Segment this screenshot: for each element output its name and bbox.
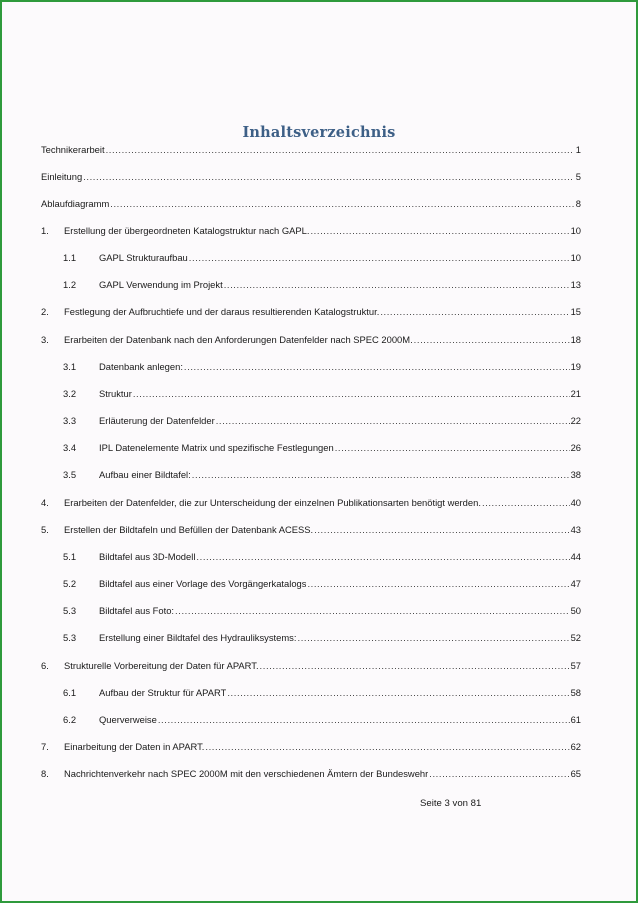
toc-leader-dots — [192, 469, 570, 481]
toc-entry-page: 40 — [570, 497, 581, 508]
toc-entry-page: 50 — [570, 605, 581, 616]
toc-entry-title: Datenbank anlegen: — [99, 361, 183, 372]
toc-leader-dots — [216, 415, 570, 427]
toc-entry-title: Einleitung — [41, 171, 83, 182]
toc-leader-dots — [335, 442, 570, 454]
toc-entry[interactable] — [41, 495, 581, 509]
toc-entry-title: Ablaufdiagramm — [41, 198, 110, 209]
toc-entry-title: Nachrichtenverkehr nach SPEC 2000M mit den verschiedenen Ämtern der Bundeswehr — [64, 768, 429, 779]
toc-entry-number: 5.3 — [63, 605, 77, 616]
toc-entry-title: Erstellung der übergeordneten Katalogstruktur nach GAPL. — [64, 225, 310, 236]
page-title: Inhaltsverzeichnis — [242, 124, 396, 141]
toc-entry-number: 3.3 — [63, 415, 77, 426]
toc-entry-title: Festlegung der Aufbruchtiefe und der daraus resultierenden Katalogstruktur. — [64, 306, 380, 317]
toc-entry[interactable] — [41, 739, 581, 753]
toc-entry-page: 15 — [570, 306, 581, 317]
toc-entry-page: 13 — [570, 279, 581, 290]
toc-entry-number: 5.3 — [63, 632, 77, 643]
toc-entry-title: Erläuterung der Datenfelder — [99, 415, 215, 426]
toc-entry-number: 6.2 — [63, 714, 77, 725]
toc-leader-dots — [307, 578, 569, 590]
toc-leader-dots — [106, 144, 574, 156]
toc-entry-number: 5.1 — [63, 551, 77, 562]
toc-entry[interactable] — [41, 277, 581, 291]
toc-leader-dots — [482, 497, 570, 509]
toc-entry-page: 44 — [570, 551, 581, 562]
toc-leader-dots — [414, 334, 570, 346]
toc-entry-page: 43 — [570, 524, 581, 535]
toc-entry-title: GAPL Verwendung im Projekt — [99, 279, 223, 290]
toc-entry-page: 61 — [570, 714, 581, 725]
toc-entry-number: 5. — [41, 524, 49, 535]
toc-entry-number: 2. — [41, 306, 49, 317]
toc-entry-title: Strukturelle Vorbereitung der Daten für APART. — [64, 660, 259, 671]
toc-entry-page: 10 — [570, 225, 581, 236]
toc-leader-dots — [196, 551, 569, 563]
toc-entry-page: 5 — [575, 171, 581, 182]
toc-entry[interactable] — [41, 413, 581, 427]
toc-entry-number: 8. — [41, 768, 49, 779]
toc-entry[interactable] — [41, 603, 581, 617]
toc-entry[interactable] — [41, 576, 581, 590]
toc-entry[interactable] — [41, 630, 581, 644]
toc-entry-title: Erstellen der Bildtafeln und Befüllen der Datenbank ACESS. — [64, 524, 314, 535]
toc-leader-dots — [133, 388, 570, 400]
toc-leader-dots — [184, 361, 570, 373]
toc-entry-title: Struktur — [99, 388, 132, 399]
toc-entry-page: 22 — [570, 415, 581, 426]
toc-entry[interactable] — [41, 658, 581, 672]
toc-leader-dots — [310, 225, 569, 237]
toc-entry-title: Querverweise — [99, 714, 157, 725]
toc-entry-title: Technikerarbeit — [41, 144, 105, 155]
toc-leader-dots — [380, 306, 569, 318]
toc-entry-number: 4. — [41, 497, 49, 508]
toc-entry[interactable] — [41, 386, 581, 400]
toc-entry-page: 21 — [570, 388, 581, 399]
toc-entry[interactable] — [41, 304, 581, 318]
toc-entry-number: 1. — [41, 225, 49, 236]
toc-entry[interactable] — [41, 685, 581, 699]
toc-leader-dots — [429, 768, 569, 780]
toc-entry-number: 3.5 — [63, 469, 77, 480]
toc-entry-page: 58 — [570, 687, 581, 698]
toc-entry[interactable] — [41, 522, 581, 536]
toc-leader-dots — [205, 741, 569, 753]
toc-entry[interactable] — [41, 332, 581, 346]
toc-entry-number: 7. — [41, 741, 49, 752]
toc-entry-title: Bildtafel aus 3D-Modell — [99, 551, 196, 562]
toc-entry-number: 1.2 — [63, 279, 77, 290]
toc-leader-dots — [260, 660, 570, 672]
toc-entry-page: 19 — [570, 361, 581, 372]
toc-entry-title: IPL Datenelemente Matrix und spezifische Festlegungen — [99, 442, 334, 453]
toc-entry[interactable] — [41, 467, 581, 481]
toc-entry-number: 5.2 — [63, 578, 77, 589]
toc-entry-number: 3.2 — [63, 388, 77, 399]
toc-entry-page: 18 — [570, 334, 581, 345]
page-number-footer: Seite 3 von 81 — [420, 798, 482, 809]
toc-entry[interactable] — [41, 223, 581, 237]
toc-entry-page: 26 — [570, 442, 581, 453]
toc-entry[interactable] — [41, 359, 581, 373]
toc-entry-page: 47 — [570, 578, 581, 589]
toc-entry-number: 3.4 — [63, 442, 77, 453]
toc-entry-title: Bildtafel aus einer Vorlage des Vorgängerkatalogs — [99, 578, 307, 589]
toc-entry-page: 8 — [575, 198, 581, 209]
toc-entry[interactable] — [41, 549, 581, 563]
toc-leader-dots — [297, 632, 569, 644]
toc-entry-title: Aufbau einer Bildtafel: — [99, 469, 191, 480]
toc-entry-title: Aufbau der Struktur für APART — [99, 687, 227, 698]
toc-entry-page: 57 — [570, 660, 581, 671]
toc-leader-dots — [224, 279, 570, 291]
toc-entry-number: 3.1 — [63, 361, 77, 372]
toc-entry-title: Bildtafel aus Foto: — [99, 605, 175, 616]
toc-entry-page: 38 — [570, 469, 581, 480]
toc-entry-title: GAPL Strukturaufbau — [99, 252, 188, 263]
toc-leader-dots — [158, 714, 570, 726]
toc-entry-number: 6.1 — [63, 687, 77, 698]
toc-entry[interactable] — [41, 169, 581, 183]
toc-entry[interactable] — [41, 440, 581, 454]
toc-entry-title: Einarbeitung der Daten in APART. — [64, 741, 205, 752]
toc-entry-title: Erstellung einer Bildtafel des Hydrauliksystems: — [99, 632, 297, 643]
toc-entry-title: Erarbeiten der Datenfelder, die zur Unterscheidung der einzelnen Publikationsarten benötigt werden. — [64, 497, 481, 508]
toc-leader-dots — [83, 171, 574, 183]
toc-leader-dots — [314, 524, 569, 536]
toc-entry[interactable] — [41, 766, 581, 780]
toc-leader-dots — [175, 605, 570, 617]
toc-entry-number: 3. — [41, 334, 49, 345]
toc-entry-number: 1.1 — [63, 252, 77, 263]
toc-leader-dots — [189, 252, 570, 264]
toc-entry-number: 6. — [41, 660, 49, 671]
toc-entry[interactable] — [41, 250, 581, 264]
toc-entry-page: 1 — [575, 144, 581, 155]
toc-entry-title: Erarbeiten der Datenbank nach den Anforderungen Datenfelder nach SPEC 2000M. — [64, 334, 413, 345]
toc-entry-page: 62 — [570, 741, 581, 752]
toc-entry-page: 10 — [570, 252, 581, 263]
toc-entry[interactable] — [41, 712, 581, 726]
toc-entry-page: 65 — [570, 768, 581, 779]
toc-leader-dots — [227, 687, 569, 699]
toc-entry-page: 52 — [570, 632, 581, 643]
toc-leader-dots — [110, 198, 574, 210]
toc-entry[interactable] — [41, 142, 581, 156]
toc-entry[interactable] — [41, 196, 581, 210]
